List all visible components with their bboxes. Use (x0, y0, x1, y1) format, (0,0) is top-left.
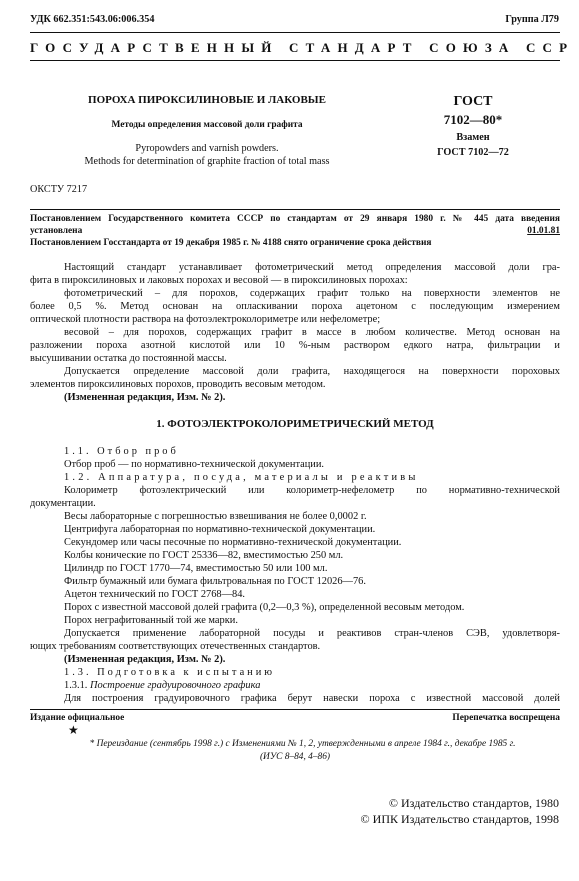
official-edition: Издание официальное (30, 713, 125, 723)
decree-line-2: установлена (30, 226, 83, 236)
intro-line-1: Настоящий стандарт устанавливает фотометрический метод определения массовой доли гра- (64, 262, 560, 273)
s13-title: 1.3. Подготовка к испытанию (64, 667, 276, 678)
s131-number: 1.3.1. (64, 680, 88, 691)
reprint-notice: Перепечатка воспрещена (452, 713, 560, 723)
s12-title: 1.2. Аппаратура, посуда, материалы и реактивы (64, 472, 419, 483)
intro-line-9: Допускается определение массовой доли графита, находящегося на поверхности пороховых (64, 366, 560, 377)
copyright-1998: © ИПК Издательство стандартов, 1998 (360, 812, 559, 826)
state-standard-heading: ГОСУДАРСТВЕННЫЙ СТАНДАРТ СОЮЗА ССР (30, 40, 575, 55)
udk-code: УДК 662.351:543.06:006.354 (30, 14, 155, 25)
s12-line-3: Весы лабораторные с погрешностью взвешивания не более 0,0002 г. (64, 511, 367, 522)
gost-label: ГОСТ (453, 94, 493, 109)
decree-line-1: Постановлением Государственного комитета СССР по стандартам от 29 января 1980 г. № 445 дата введения (30, 214, 560, 224)
s12-line-6: Колбы конические по ГОСТ 25336—82, вместимостью 250 мл. (64, 550, 344, 561)
section-1-title: 1. ФОТОЭЛЕКТРОКОЛОРИМЕТРИЧЕСКИЙ МЕТОД (156, 418, 434, 430)
group-code: Группа Л79 (505, 14, 559, 25)
s131-text: Для построения градуировочного графика берут навески пороха с известной массовой долей (64, 693, 560, 704)
title-ru: ПОРОХА ПИРОКСИЛИНОВЫЕ И ЛАКОВЫЕ (88, 94, 326, 106)
header-rule-bottom (30, 60, 560, 61)
s11-text: Отбор проб — по нормативно-технической документации. (64, 459, 325, 470)
decree-date: 01.01.81 (527, 226, 560, 236)
star-icon: ★ (68, 723, 79, 737)
decree-rule (30, 209, 560, 210)
intro-amendment: (Измененная редакция, Изм. № 2). (64, 392, 226, 403)
s12-line-4: Центрифуга лабораторная по нормативно-технической документации. (64, 524, 376, 535)
s12-line-2: документации. (30, 498, 96, 509)
s12-line-13: ющих требованиям соответствующих отечественных стандартов. (30, 641, 321, 652)
s12-line-5: Секундомер или часы песочные по нормативно-технической документации. (64, 537, 402, 548)
reissue-note: * Переиздание (сентябрь 1998 г.) с Изменениями № 1, 2, утвержденными в апреле 1984 г., декабре 1985 г. (89, 739, 516, 749)
subtitle-en: Methods for determination of graphite fraction of total mass (84, 156, 330, 167)
intro-line-8: высушивании остатка до постоянной массы. (30, 353, 227, 364)
intro-line-7: разложении пороха азотной кислотой или 10 %-ным раствором едкого натра, фильтрации и (30, 340, 560, 351)
footer-rule (30, 709, 560, 710)
s12-line-8: Фильтр бумажный или бумага фильтровальная по ГОСТ 12026—76. (64, 576, 366, 587)
ius-note: (ИУС 8–84, 4–86) (259, 752, 331, 762)
subtitle-ru: Методы определения массовой доли графита (111, 120, 303, 130)
gost-number: 7102—80* (443, 112, 503, 127)
s12-line-9: Ацетон технический по ГОСТ 2768—84. (64, 589, 246, 600)
intro-line-4: более 0,5 %. Метод основан на опласкивании пороха ацетоном с последующим измерением (30, 301, 560, 312)
copyright-1980: © Издательство стандартов, 1980 (388, 796, 559, 810)
s131-title: Построение градуировочного графика (90, 680, 261, 691)
header-rule-top (30, 32, 560, 33)
title-en: Pyropowders and varnish powders. (135, 143, 279, 154)
s131-heading (64, 680, 260, 692)
s12-line-11: Порох неграфитованный той же марки. (64, 615, 238, 626)
intro-line-2: фита в пироксилиновых и лаковых порохах и весовой — в пироксилиновых порохах: (30, 275, 408, 286)
s11-title: 1.1. Отбор проб (64, 446, 179, 457)
replaces-label: Взамен (456, 132, 490, 143)
intro-line-6: весовой – для порохов, содержащих графит в массе в любом количестве. Метод основан на (64, 327, 560, 338)
s12-line-1: Колориметр фотоэлектрический или колориметр-нефелометр по нормативно-технической (64, 485, 560, 496)
decree-line-3: Постановлением Госстандарта от 19 декабря 1985 г. № 4188 снято ограничение срока действия (30, 238, 432, 248)
replaces-number: ГОСТ 7102—72 (437, 147, 509, 158)
s12-line-7: Цилиндр по ГОСТ 1770—74, вместимостью 50 или 100 мл. (64, 563, 328, 574)
intro-line-3: фотометрический – для порохов, содержащих графит только на поверхности элементов не (64, 288, 560, 299)
s12-amendment: (Измененная редакция, Изм. № 2). (64, 654, 226, 665)
okstu-code: ОКСТУ 7217 (30, 184, 88, 195)
s12-line-12: Допускается применение лабораторной посуды и реактивов стран-членов СЭВ, удовлетворя- (64, 628, 560, 639)
intro-line-5: оптической плотности раствора на фотоэлектроколориметре или нефелометре; (30, 314, 381, 325)
s12-line-10: Порох с известной массовой долей графита (0,2—0,3 %), определенной весовым методом. (64, 602, 465, 613)
intro-line-10: элементов пироксилиновых порохов, проводить весовым методом. (30, 379, 326, 390)
